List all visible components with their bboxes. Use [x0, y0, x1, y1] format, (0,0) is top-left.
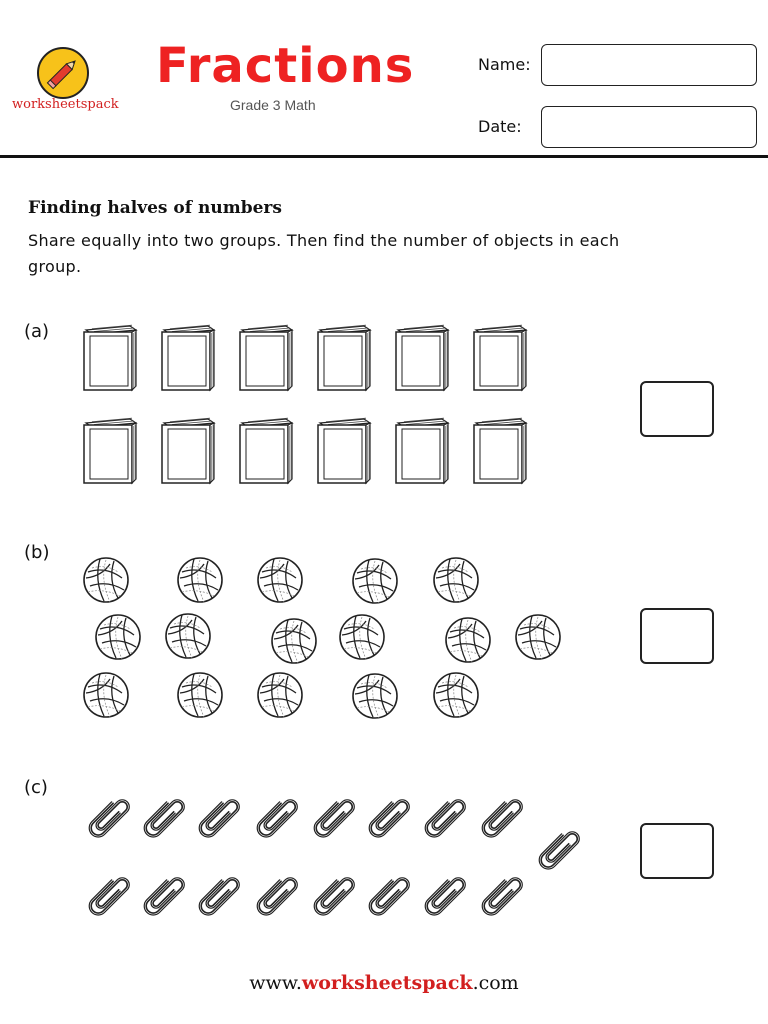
paperclip-icon	[416, 790, 468, 846]
answer-box-c[interactable]	[640, 823, 714, 879]
volleyball-icon	[270, 617, 318, 669]
book-icon	[160, 322, 216, 396]
header-divider	[0, 155, 768, 158]
section-heading: Finding halves of numbers	[28, 198, 282, 218]
book-icon	[472, 415, 528, 489]
book-icon	[394, 322, 450, 396]
volleyball-icon	[94, 613, 142, 665]
footer-prefix: www.	[249, 972, 302, 994]
name-field[interactable]	[541, 44, 757, 86]
volleyball-icon	[256, 671, 304, 723]
volleyball-icon	[176, 671, 224, 723]
footer-highlight: worksheetspack	[301, 972, 473, 994]
paperclip-icon	[360, 868, 412, 924]
question-c-label: (c)	[24, 777, 48, 798]
volleyball-icon	[444, 616, 492, 668]
volleyball-icon	[164, 612, 212, 664]
name-label: Name:	[478, 55, 531, 74]
paperclip-icon	[80, 868, 132, 924]
instructions-text: Share equally into two groups. Then find the number of objects in each group.	[28, 231, 620, 276]
volleyball-icon	[514, 613, 562, 665]
paperclip-icon	[135, 790, 187, 846]
paperclip-icon	[473, 790, 525, 846]
book-icon	[238, 415, 294, 489]
answer-box-b[interactable]	[640, 608, 714, 664]
question-b-label: (b)	[24, 542, 50, 563]
volleyball-icon	[351, 672, 399, 724]
paperclip-icon	[416, 868, 468, 924]
footer-url[interactable]	[0, 972, 768, 994]
paperclip-icon	[530, 822, 582, 878]
volleyball-icon	[432, 556, 480, 608]
volleyball-icon	[176, 556, 224, 608]
book-icon	[238, 322, 294, 396]
page-title: Fractions	[156, 38, 415, 94]
brand-name: worksheetspack	[12, 97, 119, 112]
paperclip-icon	[80, 790, 132, 846]
volleyball-icon	[82, 556, 130, 608]
book-icon	[316, 322, 372, 396]
paperclip-icon	[473, 868, 525, 924]
question-a-label: (a)	[24, 321, 50, 342]
paperclip-icon	[135, 868, 187, 924]
volleyball-icon	[351, 557, 399, 609]
book-icon	[394, 415, 450, 489]
book-icon	[160, 415, 216, 489]
volleyball-icon	[256, 556, 304, 608]
book-icon	[82, 322, 138, 396]
paperclip-icon	[248, 868, 300, 924]
pencil-logo-icon	[36, 46, 90, 100]
volleyball-icon	[432, 671, 480, 723]
footer-suffix: .com	[472, 972, 519, 994]
paperclip-icon	[190, 790, 242, 846]
paperclip-icon	[305, 790, 357, 846]
book-icon	[82, 415, 138, 489]
page-subtitle: Grade 3 Math	[230, 97, 316, 113]
date-field[interactable]	[541, 106, 757, 148]
paperclip-icon	[305, 868, 357, 924]
paperclip-icon	[360, 790, 412, 846]
paperclip-icon	[248, 790, 300, 846]
volleyball-icon	[338, 613, 386, 665]
paperclip-icon	[190, 868, 242, 924]
volleyball-icon	[82, 671, 130, 723]
date-label: Date:	[478, 117, 522, 136]
book-icon	[316, 415, 372, 489]
book-icon	[472, 322, 528, 396]
answer-box-a[interactable]	[640, 381, 714, 437]
